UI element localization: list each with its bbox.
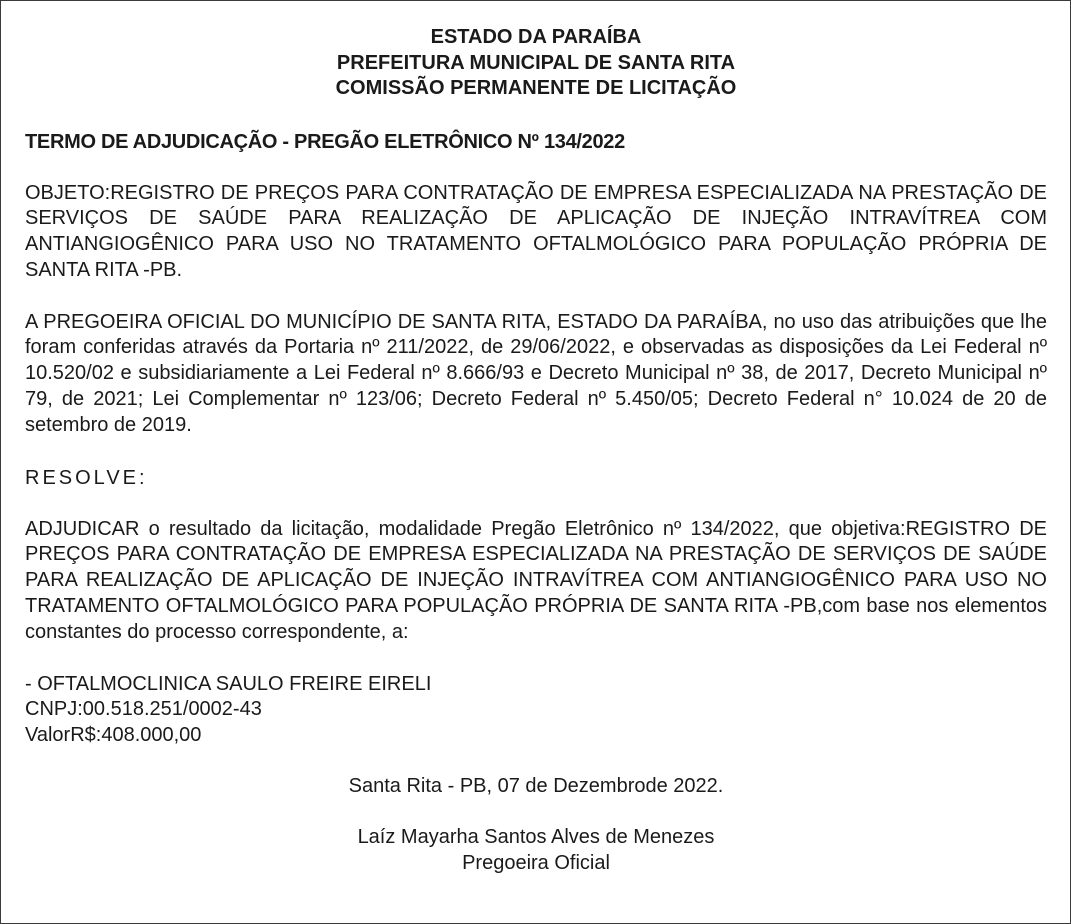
signer-role: Pregoeira Oficial	[462, 851, 610, 874]
document-title: TERMO DE ADJUDICAÇÃO - PREGÃO ELETRÔNICO Nº 134/2022	[25, 130, 625, 153]
header-commission: COMISSÃO PERMANENTE DE LICITAÇÃO	[335, 77, 737, 99]
company-name: - OFTALMOCLINICA SAULO FREIRE EIRELI	[25, 672, 432, 695]
company-block	[25, 672, 1047, 749]
document-date: Santa Rita - PB, 07 de Dezembrode 2022.	[348, 775, 724, 798]
header-state: ESTADO DA PARAÍBA	[430, 26, 642, 48]
document-header	[25, 25, 1047, 102]
document-content	[25, 25, 1047, 876]
header-prefecture: PREFEITURA MUNICIPAL DE SANTA RITA	[336, 51, 736, 74]
signature-block	[25, 825, 1047, 876]
company-value: ValorR$:408.000,00	[25, 723, 202, 746]
company-cnpj: CNPJ:00.518.251/0002-43	[25, 698, 262, 721]
preamble-paragraph: A PREGOEIRA OFICIAL DO MUNICÍPIO DE SANTA RITA, ESTADO DA PARAÍBA, no uso das atribuições que lhe foram conferidas através da Portaria nº 211/2022, de 29/06/2022, e observadas as disposições da Lei Federal nº 10.520/02 e subsidiariamente a Lei Federal nº 8.666/93 e Decreto Municipal nº 38, de 2017, Decreto Municipal nº 79, de 2021; Lei Complementar nº 123/06; Decreto Federal nº 5.450/05; Decreto Federal n° 10.024 de 20 de setembro de 2019.	[25, 310, 1047, 436]
resolve-heading: RESOLVE:	[25, 466, 148, 489]
adjudicar-paragraph: ADJUDICAR o resultado da licitação, modalidade Pregão Eletrônico nº 134/2022, que objetiva:REGISTRO DE PREÇOS PARA CONTRATAÇÃO DE EMPRESA ESPECIALIZADA NA PRESTAÇÃO DE SERVIÇOS DE SAÚDE PARA REALIZAÇÃO DE APLICAÇÃO DE INJEÇÃO INTRAVÍTREA COM ANTIANGIOGÊNICO PARA USO NO TRATAMENTO OFTALMOLÓGICO PARA POPULAÇÃO PRÓPRIA DE SANTA RITA -PB,com base nos elementos constantes do processo correspondente, a:	[25, 517, 1047, 643]
objeto-paragraph: OBJETO:REGISTRO DE PREÇOS PARA CONTRATAÇÃO DE EMPRESA ESPECIALIZADA NA PRESTAÇÃO DE SERVIÇOS DE SAÚDE PARA REALIZAÇÃO DE APLICAÇÃO DE INJEÇÃO INTRAVÍTREA COM ANTIANGIOGÊNICO PARA USO NO TRATAMENTO OFTALMOLÓGICO PARA POPULAÇÃO PRÓPRIA DE SANTA RITA -PB.	[25, 181, 1047, 281]
signer-name: Laíz Mayarha Santos Alves de Menezes	[357, 826, 715, 849]
